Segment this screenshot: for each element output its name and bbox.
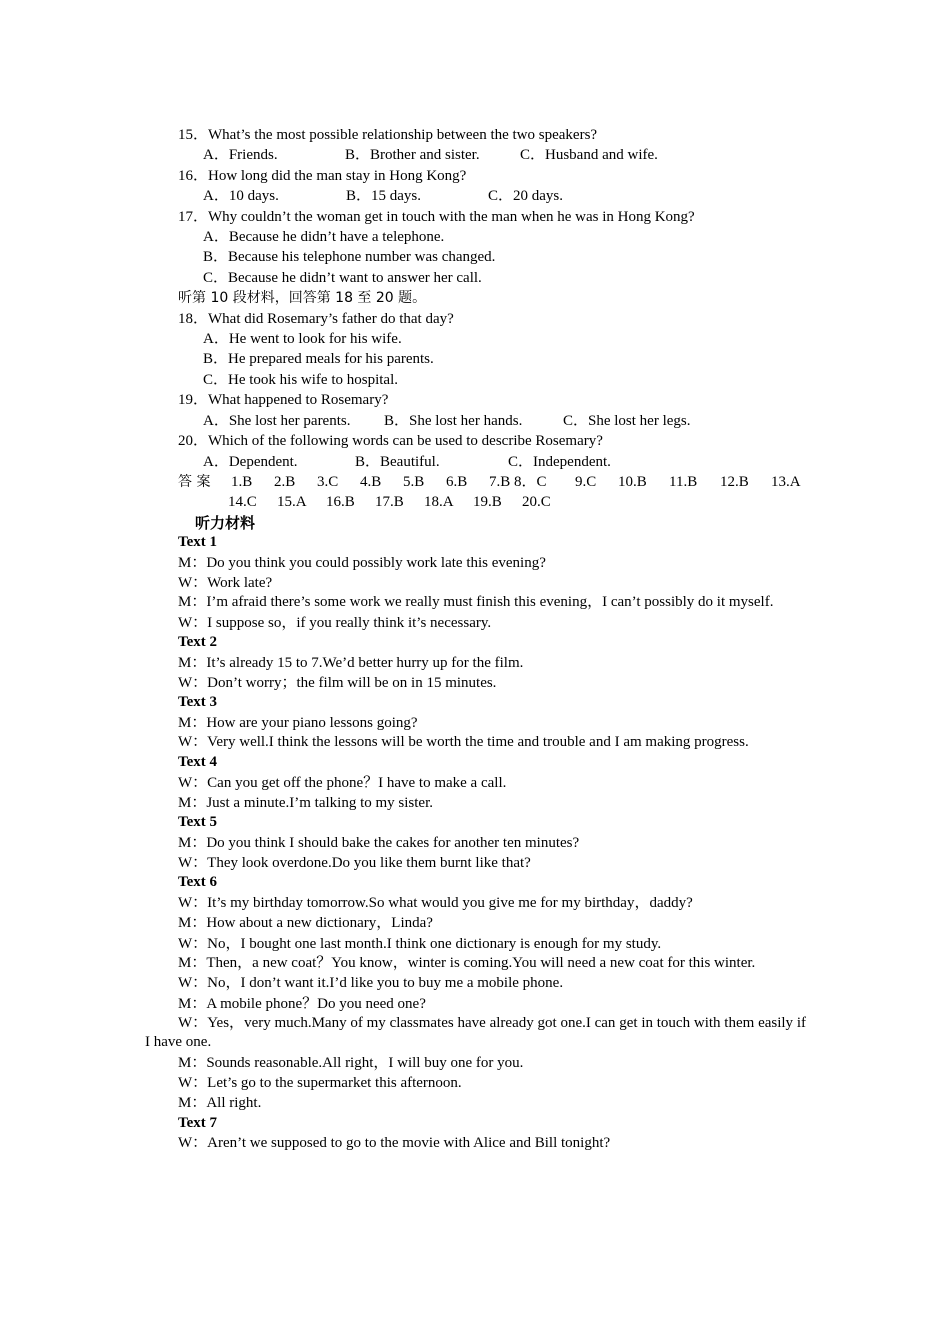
answer-item: 3.C (317, 473, 339, 490)
option-b: B．Beautiful. (355, 453, 440, 470)
question-16-options (145, 186, 806, 206)
answer-item: 6.B (446, 473, 468, 490)
dialogue-line: W：Don’t worry；the film will be on in 15 minutes. (178, 675, 497, 692)
dialogue-line: W：Yes，very much.Many of my classmates have already got one.I can get in touch with them easily if I have one. (145, 1014, 806, 1051)
option-a: A．She lost her parents. (203, 412, 351, 429)
option-a: A．Dependent. (203, 453, 298, 470)
answer-key-row-1 (145, 472, 806, 492)
answer-item: 18.A (424, 494, 454, 511)
question-17-stem: 17．Why couldn’t the woman get in touch with the man when he was in Hong Kong? (178, 208, 695, 225)
answer-item: 5.B (403, 473, 425, 490)
question-18-stem: 18．What did Rosemary’s father do that day? (178, 310, 454, 327)
question-16-stem: 16．How long did the man stay in Hong Kong? (178, 167, 467, 184)
question-19-stem: 19．What happened to Rosemary? (178, 392, 389, 409)
option-c: C．Husband and wife. (520, 147, 658, 164)
question-20-options (145, 452, 806, 472)
answer-key-row-2 (145, 492, 806, 512)
answer-item: 19.B (473, 494, 502, 511)
option-b: B．Brother and sister. (345, 147, 480, 164)
text-4-title: Text 4 (178, 753, 218, 770)
option-b: B．15 days. (346, 188, 422, 205)
option-c: C．He took his wife to hospital. (203, 371, 398, 388)
dialogue-line: W：It’s my birthday tomorrow.So what would you give me for my birthday，daddy? (178, 895, 693, 912)
dialogue-line: W：I suppose so，if you really think it’s necessary. (178, 614, 492, 631)
dialogue-line: M：All right. (178, 1095, 262, 1112)
question-19-options (145, 411, 806, 431)
dialogue-line: W：No，I bought one last month.I think one dictionary is enough for my study. (178, 935, 662, 952)
answer-item: 20.C (522, 494, 551, 511)
answer-item: 17.B (375, 494, 404, 511)
dialogue-line: M：Do you think you could possibly work late this evening? (178, 554, 546, 571)
text-7-title: Text 7 (178, 1114, 218, 1131)
option-b: B．Because his telephone number was changed. (203, 249, 496, 266)
answer-item: 11.B (669, 473, 698, 490)
page-content (145, 125, 806, 1154)
option-b: B．She lost her hands. (384, 412, 523, 429)
text-5-title: Text 5 (178, 814, 218, 831)
answer-key-label: 答 案 (178, 473, 211, 490)
dialogue-line: M：Just a minute.I’m talking to my sister. (178, 794, 433, 811)
dialogue-line: W：Very well.I think the lessons will be worth the time and trouble and I am making progress. (178, 734, 749, 751)
option-a: A．Friends. (203, 147, 278, 164)
answer-item: 9.C (575, 473, 597, 490)
dialogue-line: M：A mobile phone？Do you need one? (178, 995, 426, 1012)
text-2-title: Text 2 (178, 634, 218, 651)
answer-item: 7.B 8．C (489, 473, 547, 490)
answer-item: 1.B (231, 473, 253, 490)
option-b: B．He prepared meals for his parents. (203, 351, 434, 368)
option-c: C．She lost her legs. (563, 412, 691, 429)
dialogue-line: M：It’s already 15 to 7.We’d better hurry up for the film. (178, 654, 524, 671)
dialogue-line: W：Aren’t we supposed to go to the movie with Alice and Bill tonight? (178, 1135, 611, 1152)
option-a: A．He went to look for his wife. (203, 331, 402, 348)
dialogue-line: M：How about a new dictionary，Linda? (178, 915, 433, 932)
question-15-stem: 15．What’s the most possible relationship between the two speakers? (178, 127, 598, 143)
answer-item: 4.B (360, 473, 382, 490)
dialogue-line: M：Sounds reasonable.All right，I will buy one for you. (178, 1054, 524, 1071)
dialogue-line: M：Then，a new coat？You know，winter is coming.You will need a new coat for this winter. (178, 954, 756, 971)
answer-item: 2.B (274, 473, 296, 490)
dialogue-line: M：How are your piano lessons going? (178, 715, 418, 732)
dialogue-line: M：Do you think I should bake the cakes for another ten minutes? (178, 834, 580, 851)
answer-item: 10.B (618, 473, 647, 490)
answer-item: 12.B (720, 473, 749, 490)
text-3-title: Text 3 (178, 694, 218, 711)
section-10-instruction: 听第 10 段材料，回答第 18 至 20 题。 (178, 290, 427, 307)
answer-item: 14.C (228, 494, 257, 511)
text-1-title: Text 1 (178, 534, 218, 551)
dialogue-line: W：Let’s go to the supermarket this afternoon. (178, 1075, 462, 1092)
dialogue-line: M：I’m afraid there’s some work we really must finish this evening，I can’t possibly do it myself. (178, 594, 774, 611)
listening-heading: 听力材料 (195, 513, 256, 532)
dialogue-line: W：Work late? (178, 575, 273, 592)
answer-item: 15.A (277, 494, 307, 511)
answer-item: 13.A (771, 473, 801, 490)
question-20-stem: 20．Which of the following words can be used to describe Rosemary? (178, 433, 603, 450)
dialogue-line: W：Can you get off the phone？I have to make a call. (178, 774, 507, 791)
option-c: C．20 days. (488, 188, 564, 205)
option-c: C．Independent. (508, 453, 611, 470)
dialogue-line: W：No，I don’t want it.I’d like you to buy me a mobile phone. (178, 975, 564, 992)
question-15-options (145, 145, 806, 165)
option-c: C．Because he didn’t want to answer her call. (203, 269, 482, 286)
dialogue-line: W：They look overdone.Do you like them burnt like that? (178, 855, 531, 872)
answer-item: 16.B (326, 494, 355, 511)
option-a: A．10 days. (203, 188, 279, 205)
option-a: A．Because he didn’t have a telephone. (203, 229, 445, 246)
text-6-title: Text 6 (178, 874, 218, 891)
